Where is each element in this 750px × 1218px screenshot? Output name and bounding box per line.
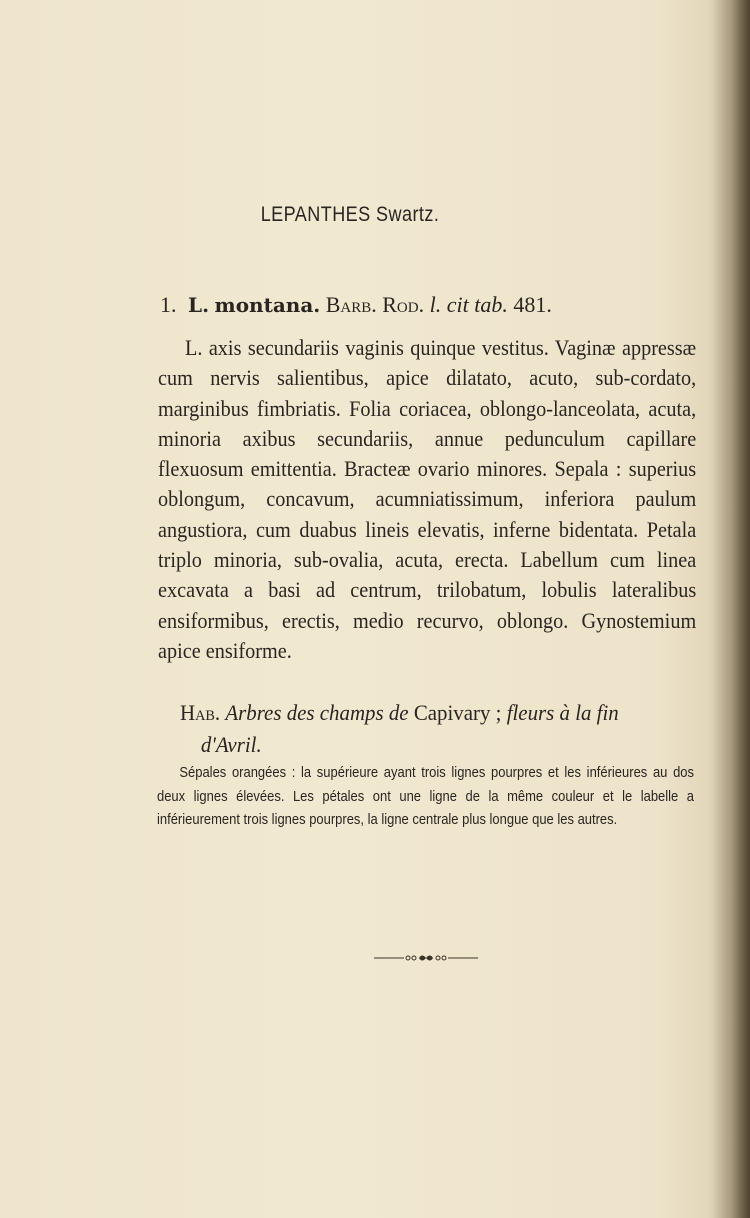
habitat-label: Hab. [180,700,221,725]
habitat-place: Capivary ; [413,700,502,725]
section-title: LEPANTHES Swartz. [260,203,440,226]
species-name: montana. [214,293,321,317]
end-ornament-icon [374,951,478,965]
loc-citation: l. cit [429,292,469,317]
french-note [157,762,694,833]
genus-abbreviation: L. [188,293,210,317]
habitat-place-prefix: Arbres des champs de [225,700,409,725]
flowering-period-end: d'Avril. [200,732,262,757]
tab-number: 481. [513,292,552,317]
flowering-period: fleurs à la fin [506,700,619,725]
author-citation: Barb. Rod. [325,292,425,317]
habitat-line [180,697,693,761]
tab-label: tab. [474,292,508,317]
latin-description [158,333,696,666]
entry-number: 1. [160,292,177,317]
species-entry-heading [160,292,552,318]
page-gutter-shadow [708,0,750,1218]
description-paragraph: L. axis secundariis vaginis quinque vestitus. Vaginæ appressæ cum nervis salientibus, apice dilatato, acuto, sub-cordato, marginibus fimbriatis. Folia coriacea, oblongo-lanceolata, acuta, minoria axibus secundariis, annue pedunculum capillare flexuosum emittentia. Bracteæ ovario minores. Sepala : superius oblongum, concavum, acumniatissimum, inferiora paulum angustiora, cum duabus lineis elevatis, inferne bidentata. Petala triplo minoria, sub-ovalia, acuta, erecta. Labellum cum linea excavata a basi ad centrum, trilobatum, lobulis lateralibus ensiformibus, erectis, medio recurvo, oblongo. Gynostemium apice ensiforme. [158,335,697,663]
note-paragraph: Sépales orangées : la supérieure ayant trois lignes pourpres et les inférieures au dos deux lignes élevées. Les pétales ont une ligne de la même couleur et le labelle a inférieurement trois lignes pourpres, la ligne centrale plus longue que les autres. [157,765,694,829]
